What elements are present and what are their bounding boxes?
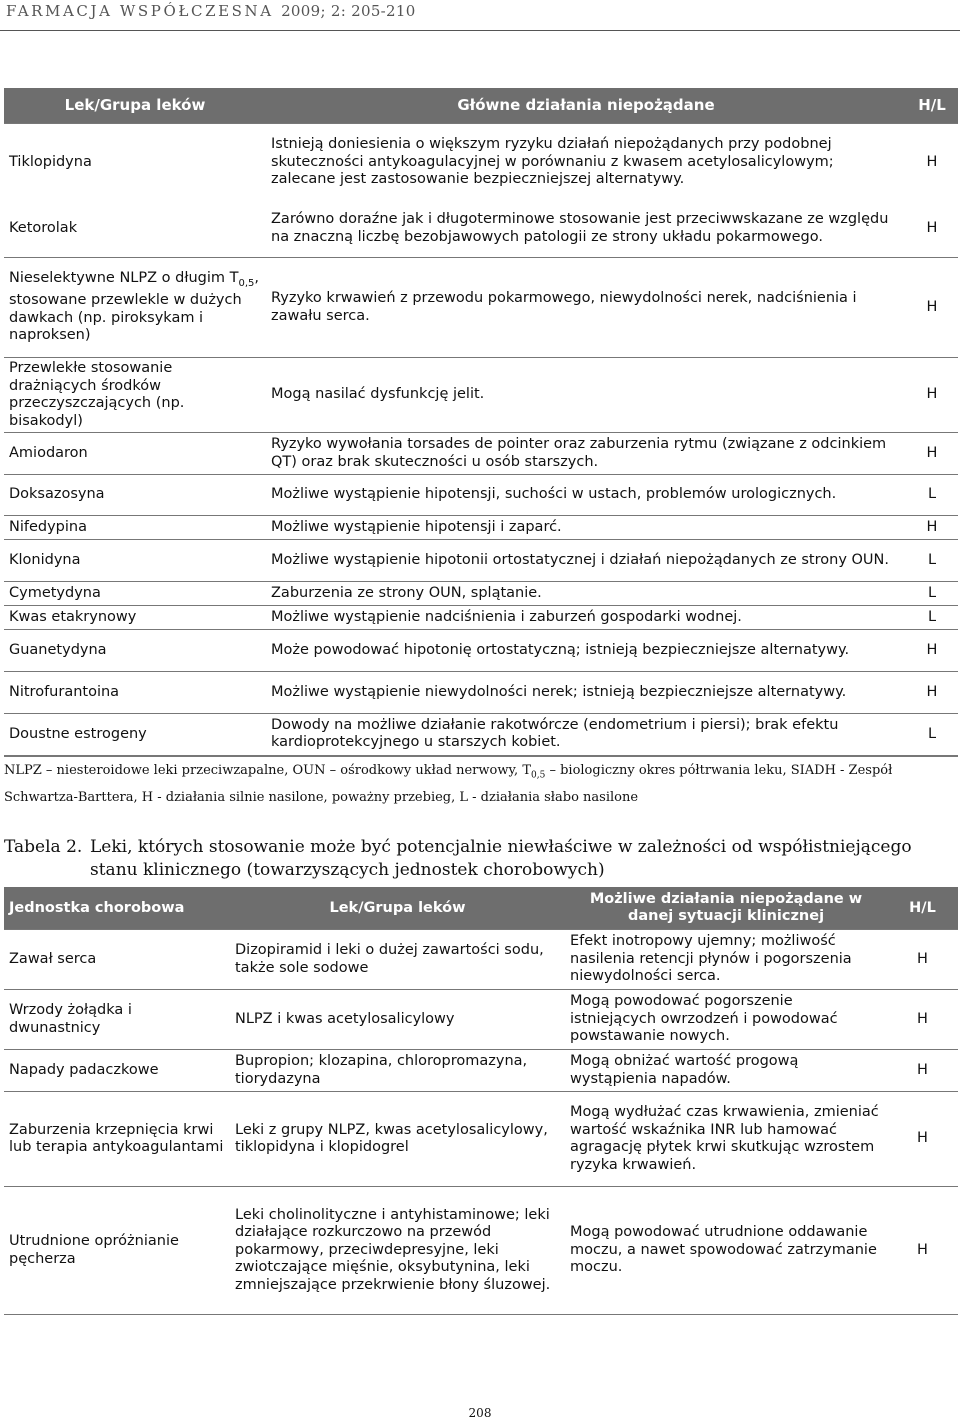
condition-cell: Napady padaczkowe — [9, 1061, 159, 1078]
hl-cell: L — [927, 584, 937, 601]
caption-text: Leki, których stosowanie może być potencjalnie niewłaściwe w zależności od współistniejącego stanu klinicznego (towarzyszących jednostek chorobowych) — [90, 837, 912, 880]
hl-cell: L — [927, 725, 937, 742]
drug-text: , stosowane przewlekle w dużych dawkach (np. piroksykam i naproksen) — [9, 270, 260, 344]
condition-cell: Zawał serca — [9, 950, 97, 967]
drug-cell: Nifedypina — [9, 518, 87, 535]
hl-cell: H — [926, 641, 938, 658]
col-header-effect: Główne działania niepożądane — [266, 88, 906, 124]
drug-cell: Ketorolak — [9, 220, 78, 236]
footnote-subscript: 0,5 — [531, 770, 546, 781]
journal-issue: 2009; 2: 205-210 — [281, 2, 416, 20]
col-header-drug: Lek/Grupa leków — [230, 887, 565, 930]
drug-cell: Guanetydyna — [9, 641, 107, 658]
effect-cell: Efekt inotropowy ujemny; możliwość nasilenia retencji płynów i pogorszenia niewydolności serca. — [570, 933, 852, 985]
col-header-effect: Możliwe działania niepożądane w danej sytuacji klinicznej — [565, 887, 887, 930]
drug-cell: Kwas etakrynowy — [9, 608, 137, 625]
effect-cell: Możliwe wystąpienie niewydolności nerek; istnieją bezpieczniejsze alternatywy. — [271, 683, 847, 700]
drug-cell: Tiklopidyna — [9, 153, 92, 170]
effect-cell: Istnieją doniesienia o większym ryzyku działań niepożądanych przy podobnej skuteczności antykoagulacyjnej w porównaniu z kwasem acetylosalicylowym; zalecane jest zastosowanie bezpieczniejszej alternatywy. — [271, 136, 834, 187]
drug-cell: Bupropion; klozapina, chloropromazyna, tiorydazyna — [235, 1053, 528, 1087]
table-2 — [4, 887, 958, 1315]
effect-cell: Możliwe wystąpienie hipotensji i zaparć. — [271, 518, 562, 535]
drug-cell: Amiodaron — [9, 444, 88, 461]
footnote-text: NLPZ – niesteroidowe leki przeciwzapalne, OUN – ośrodkowy układ nerwowy, T — [4, 763, 531, 778]
drug-cell: Doksazosyna — [9, 486, 105, 503]
col-header-hl: H/L — [887, 887, 958, 930]
drug-cell: Cymetydyna — [9, 584, 101, 601]
table-2-caption — [4, 836, 954, 882]
col-header-drug: Lek/Grupa leków — [4, 88, 266, 124]
page-number: 208 — [468, 1406, 492, 1420]
table-row — [4, 540, 958, 582]
hl-cell: L — [927, 551, 937, 568]
effect-cell: Ryzyko krwawień z przewodu pokarmowego, niewydolności nerek, nadciśnienia i zawału serca. — [271, 290, 857, 324]
condition-cell: Wrzody żołądka i dwunastnicy — [9, 1002, 132, 1036]
effect-cell: Ryzyko wywołania torsades de pointer oraz zaburzenia rytmu (związane z odcinkiem QT) oraz brak skuteczności u osób starszych. — [271, 436, 887, 470]
drug-cell: Leki cholinolityczne i antyhistaminowe; leki działające rozkurczowo na przewód pokarmowy, przeciwdepresyjne, leki zwiotczające mięśnie, oksybutynina, leki zmniejszające przekrwienie błony śluzowej. — [235, 1206, 551, 1293]
effect-cell: Mogą powodować utrudnione oddawanie moczu, a nawet spowodować zatrzymanie moczu. — [570, 1224, 877, 1276]
hl-cell: H — [917, 1061, 928, 1078]
effect-cell: Mogą obniżać wartość progową wystąpienia napadów. — [570, 1053, 799, 1087]
table-row — [4, 201, 958, 258]
drug-cell: Leki z grupy NLPZ, kwas acetylosalicylowy, tiklopidyna i klopidogrel — [235, 1121, 548, 1155]
table-row — [4, 1187, 958, 1315]
hl-cell: H — [926, 683, 938, 700]
footnote-text: – biologiczny okres półtrwania leku, SIADH - Zespół — [545, 763, 893, 778]
effect-cell: Może powodować hipotonię ortostatyczną; istnieją bezpieczniejsze alternatywy. — [271, 641, 850, 658]
table-row — [4, 475, 958, 516]
hl-cell: H — [917, 1241, 928, 1258]
effect-cell: Zaburzenia ze strony OUN, splątanie. — [271, 584, 542, 601]
effect-cell: Mogą wydłużać czas krwawienia, zmieniać wartość wskaźnika INR lub hamować agragację płytek krwi skutkując wzrostem ryzyka krwawień. — [570, 1104, 879, 1173]
drug-cell — [4, 258, 266, 358]
footnote-line-2: Schwartza-Barttera, H - działania silnie nasilone, poważny przebieg, L - działania słabo nasilone — [4, 790, 639, 805]
table-row — [4, 1092, 958, 1187]
header-rule — [0, 30, 960, 31]
drug-cell: Przewlekłe stosowanie drażniących środków przeczyszczających (np. bisakodyl) — [9, 360, 185, 429]
table-row — [4, 672, 958, 714]
condition-cell: Zaburzenia krzepnięcia krwi lub terapia antykoagulantami — [9, 1121, 224, 1155]
table-row — [4, 606, 958, 630]
drug-cell: Dizopiramid i leki o dużej zawartości sodu, także sole sodowe — [235, 942, 544, 976]
table-row — [4, 990, 958, 1050]
drug-cell: Nitrofurantoina — [9, 683, 120, 700]
condition-cell: Utrudnione opróżnianie pęcherza — [9, 1233, 179, 1267]
table-row — [4, 124, 958, 201]
journal-name: FARMACJA WSPÓŁCZESNA — [6, 2, 274, 20]
hl-cell: H — [926, 298, 938, 315]
table-row — [4, 516, 958, 540]
table-row — [4, 630, 958, 672]
col-header-condition: Jednostka chorobowa — [4, 887, 230, 930]
table-row — [4, 358, 958, 433]
drug-subscript: 0,5 — [238, 277, 255, 289]
effect-cell: Dowody na możliwe działanie rakotwórcze (endometrium i piersi); brak efektu kardioprotekcyjnego u starszych kobiet. — [271, 716, 839, 751]
hl-cell: H — [926, 220, 938, 236]
effect-cell: Mogą powodować pogorszenie istniejących owrzodzeń i powodować powstawanie nowych. — [570, 993, 838, 1045]
hl-cell: H — [926, 518, 938, 535]
drug-text: Nieselektywne NLPZ o długim T — [9, 270, 239, 287]
effect-cell: Możliwe wystąpienie hipotonii ortostatycznej i działań niepożądanych ze strony OUN. — [271, 551, 889, 568]
table-row — [4, 1050, 958, 1092]
journal-header — [6, 2, 416, 20]
hl-cell: H — [926, 153, 938, 170]
effect-cell: Mogą nasilać dysfunkcję jelit. — [271, 386, 485, 403]
hl-cell: H — [926, 386, 938, 403]
col-header-hl: H/L — [906, 88, 958, 124]
hl-cell: L — [927, 486, 937, 503]
table-1-header-row — [4, 88, 958, 124]
hl-cell: H — [917, 1130, 928, 1147]
hl-cell: H — [917, 1010, 928, 1027]
table-2-header-row — [4, 887, 958, 930]
effect-cell: Zarówno doraźne jak i długoterminowe stosowanie jest przeciwwskazane ze względu na znaczną liczbę bezobjawowych patologii ze strony układu pokarmowego. — [271, 211, 889, 245]
caption-label: Tabela 2. — [4, 837, 83, 857]
table-row — [4, 433, 958, 475]
hl-cell: L — [927, 608, 937, 625]
hl-cell: H — [926, 444, 938, 461]
drug-cell: NLPZ i kwas acetylosalicylowy — [235, 1010, 455, 1027]
hl-cell: H — [917, 950, 928, 967]
footnote-line-1 — [4, 763, 892, 781]
effect-cell: Możliwe wystąpienie nadciśnienia i zaburzeń gospodarki wodnej. — [271, 608, 742, 625]
table-1 — [4, 88, 958, 757]
table-row — [4, 714, 958, 756]
effect-cell: Możliwe wystąpienie hipotensji, suchości w ustach, problemów urologicznych. — [271, 486, 837, 503]
table-row — [4, 582, 958, 606]
table-row — [4, 930, 958, 990]
table-row — [4, 258, 958, 358]
drug-cell: Klonidyna — [9, 551, 81, 568]
drug-cell: Doustne estrogeny — [9, 725, 147, 742]
